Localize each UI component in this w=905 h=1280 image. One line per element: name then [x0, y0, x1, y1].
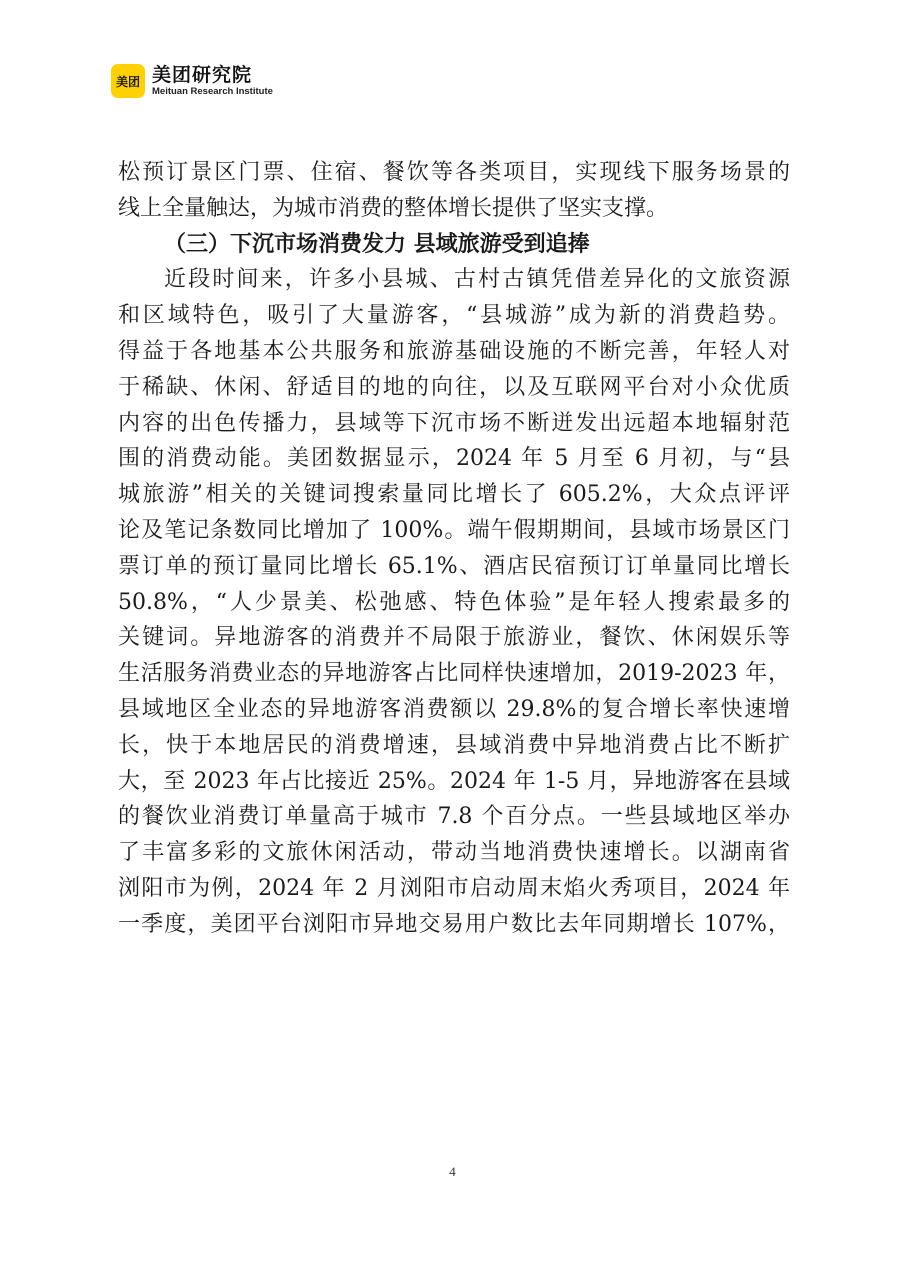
page-header: [111, 64, 273, 98]
text-line: 票订单的预订量同比增长 65.1%、酒店民宿预订订单量同比增长: [118, 553, 790, 579]
page-number: 4: [449, 1164, 456, 1179]
text-line: 围的消费动能。美团数据显示，2024 年 5 月至 6 月初，与“县: [118, 446, 790, 472]
text-line: 一季度，美团平台浏阳市异地交易用户数比去年同期增长 107%，: [118, 911, 790, 937]
text-line: 得益于各地基本公共服务和旅游基础设施的不断完善，年轻人对: [118, 338, 790, 364]
text-line: 松预订景区门票、住宿、餐饮等各类项目，实现线下服务场景的: [118, 160, 790, 185]
logo-mark-text: 美团: [115, 74, 140, 89]
text-line: 内容的出色传播力，县域等下沉市场不断迸发出远超本地辐射范: [118, 410, 790, 436]
text-line: 于稀缺、休闲、舒适目的地的向往，以及互联网平台对小众优质: [118, 374, 790, 400]
institute-name-english: Meituan Research Institute: [152, 85, 273, 97]
text-line: 县域地区全业态的异地游客消费额以 29.8%的复合增长率快速增: [118, 696, 790, 722]
text-line: 和区域特色，吸引了大量游客，“县城游”成为新的消费趋势。: [118, 303, 790, 329]
text-line: 浏阳市为例，2024 年 2 月浏阳市启动周末焰火秀项目，2024 年: [118, 875, 790, 901]
text-line: 论及笔记条数同比增加了 100%。端午假期期间，县域市场景区门: [118, 517, 790, 543]
text-line: 近段时间来，许多小县城、古村古镇凭借差异化的文旅资源: [164, 267, 790, 293]
logo-wordmark: [152, 65, 273, 98]
text-line: 50.8%，“人少景美、松弛感、特色体验”是年轻人搜索最多的: [118, 589, 790, 615]
text-line: 的餐饮业消费订单量高于城市 7.8 个百分点。一些县域地区举办: [118, 804, 790, 830]
section-heading: （三）下沉市场消费发力 县域旅游受到追捧: [164, 230, 590, 257]
text-line: 关键词。异地游客的消费并不局限于旅游业，餐饮、休闲娱乐等: [118, 625, 790, 651]
text-line: 了丰富多彩的文旅休闲活动，带动当地消费快速增长。以湖南省: [118, 840, 790, 866]
institute-name: 美团研究院: [152, 63, 253, 86]
document-body: [118, 155, 790, 943]
meituan-logo-icon: [111, 64, 145, 98]
text-line: 线上全量触达，为城市消费的整体增长提供了坚实支撑。: [118, 195, 669, 221]
text-line: 生活服务消费业态的异地游客占比同样快速增加，2019-2023 年，: [118, 661, 790, 687]
text-line: 大，至 2023 年占比接近 25%。2024 年 1-5 月，异地游客在县域: [118, 768, 790, 794]
text-line: 长，快于本地居民的消费增速，县域消费中异地消费占比不断扩: [118, 732, 790, 758]
text-line: 城旅游”相关的关键词搜索量同比增长了 605.2%，大众点评评: [118, 482, 790, 508]
